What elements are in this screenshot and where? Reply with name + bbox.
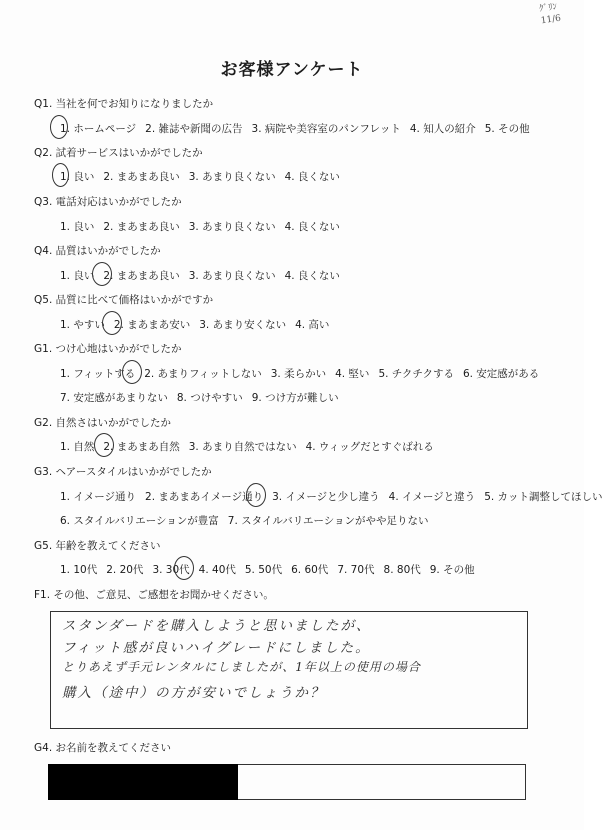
redaction-block: [48, 764, 238, 800]
selection-circle: [94, 433, 114, 457]
option[interactable]: 2. まあまあ安い: [113, 319, 191, 331]
selection-circle: [50, 115, 68, 139]
options-g3: [60, 489, 611, 504]
option[interactable]: 3. あまり良くない: [188, 171, 276, 183]
option[interactable]: 2. まあまあ良い: [103, 221, 180, 233]
options-g1-row2: [60, 390, 348, 405]
selection-circle: [52, 163, 69, 187]
option[interactable]: 8. 80代: [383, 564, 421, 576]
question-f1: F1. その他、ご意見、ご感想をお聞かせください。: [34, 589, 274, 601]
option[interactable]: 1. ホームページ: [60, 123, 137, 135]
question-g1: G1. つけ心地はいかがでしたか: [34, 343, 182, 355]
question-g3: G3. ヘアースタイルはいかがでしたか: [34, 466, 212, 478]
handwritten-note: [538, 1, 561, 28]
option[interactable]: 9. その他: [429, 564, 475, 576]
option[interactable]: 6. 安定感がある: [462, 368, 540, 380]
comment-line-2: フィット感が良いハイグレードにしました。: [62, 640, 371, 656]
option[interactable]: 3. あまり良くない: [188, 270, 276, 282]
option[interactable]: 5. 50代: [244, 564, 283, 576]
option[interactable]: 9. つけ方が難しい: [251, 392, 339, 404]
option[interactable]: 2. まあまあイメージ通り: [145, 491, 264, 503]
option[interactable]: 8. つけやすい: [176, 392, 243, 404]
option[interactable]: 4. 知人の紹介: [409, 123, 476, 135]
question-g2: G2. 自然さはいかがでしたか: [34, 417, 171, 429]
note-line-1: ｸﾞﾘﾝ: [538, 2, 558, 15]
option[interactable]: 3. 病院や美容室のパンフレット: [251, 123, 401, 135]
option[interactable]: 1. 10代: [60, 564, 98, 576]
question-g5: G5. 年齢を教えてください: [34, 540, 161, 552]
option[interactable]: 4. 高い: [295, 319, 330, 331]
option[interactable]: 4. 堅い: [335, 368, 370, 380]
question-q3: Q3. 電話対応はいかがでしたか: [34, 196, 182, 208]
option[interactable]: 3. イメージと少し違う: [272, 491, 380, 503]
option[interactable]: 3. 柔らかい: [270, 368, 327, 380]
option[interactable]: 6. 60代: [291, 564, 329, 576]
selection-circle: [92, 262, 112, 286]
selection-circle: [246, 483, 266, 507]
option[interactable]: 7. スタイルバリエーションがやや足りない: [227, 515, 429, 527]
options-g3-row2: [60, 513, 438, 528]
option[interactable]: 1. イメージ通り: [60, 491, 137, 503]
comment-line-1: スタンダードを購入しようと思いましたが、: [62, 618, 372, 634]
question-q1: Q1. 当社を何でお知りになりましたか: [34, 98, 214, 110]
option[interactable]: 1. やすい: [60, 319, 105, 331]
option[interactable]: 2. まあまあ良い: [103, 270, 180, 282]
options-q1: [60, 121, 539, 136]
option[interactable]: 2. まあまあ良い: [103, 171, 180, 183]
option[interactable]: 1. 良い: [60, 221, 95, 233]
option[interactable]: 4. 良くない: [284, 270, 340, 282]
option[interactable]: 3. あまり自然ではない: [188, 441, 297, 453]
options-g5: [60, 562, 484, 577]
option[interactable]: 5. カット調整してほしい: [484, 491, 603, 503]
option[interactable]: 3. あまり安くない: [199, 319, 287, 331]
option[interactable]: 4. 良くない: [284, 221, 340, 233]
selection-circle: [102, 311, 122, 335]
option[interactable]: 2. まあまあ自然: [103, 441, 180, 453]
selection-circle: [174, 556, 194, 580]
option[interactable]: 4. 40代: [198, 564, 236, 576]
option[interactable]: 1. 良い: [60, 171, 95, 183]
option[interactable]: 6. スタイルバリエーションが豊富: [60, 515, 219, 527]
question-q2: Q2. 試着サービスはいかがでしたか: [34, 147, 203, 159]
option[interactable]: 2. 雑誌や新聞の広告: [145, 123, 243, 135]
option[interactable]: 3. 30代: [152, 564, 190, 576]
option[interactable]: 4. ウィッグだとすぐばれる: [305, 441, 434, 453]
question-q5: Q5. 品質に比べて価格はいかがですか: [34, 294, 214, 306]
option[interactable]: 5. チクチクする: [378, 368, 454, 380]
option[interactable]: 4. 良くない: [284, 171, 340, 183]
question-q4: Q4. 品質はいかがでしたか: [34, 245, 161, 257]
option[interactable]: 1. 良い: [60, 270, 95, 282]
comment-line-4: 購入（途中）の方が安いでしょうか？: [62, 685, 326, 701]
option[interactable]: 3. あまり良くない: [188, 221, 276, 233]
option[interactable]: 2. 20代: [106, 564, 144, 576]
question-g4: G4. お名前を教えてください: [34, 742, 171, 754]
page-title: お客様アンケート: [220, 60, 364, 80]
options-g2: [60, 439, 443, 454]
selection-circle: [122, 360, 142, 384]
comment-line-3: とりあえず手元レンタルにしましたが、1年以上の使用の場合: [62, 660, 421, 674]
option[interactable]: 1. フィットする: [60, 368, 136, 380]
option[interactable]: 7. 70代: [337, 564, 375, 576]
option[interactable]: 1. 自然: [60, 441, 95, 453]
option[interactable]: 5. その他: [484, 123, 530, 135]
options-q2: [60, 169, 349, 184]
option[interactable]: 7. 安定感があまりない: [60, 392, 168, 404]
option[interactable]: 2. あまりフィットしない: [144, 368, 262, 380]
options-q3: [60, 219, 349, 234]
note-line-2: 11/6: [540, 13, 562, 27]
option[interactable]: 4. イメージと違う: [388, 491, 476, 503]
